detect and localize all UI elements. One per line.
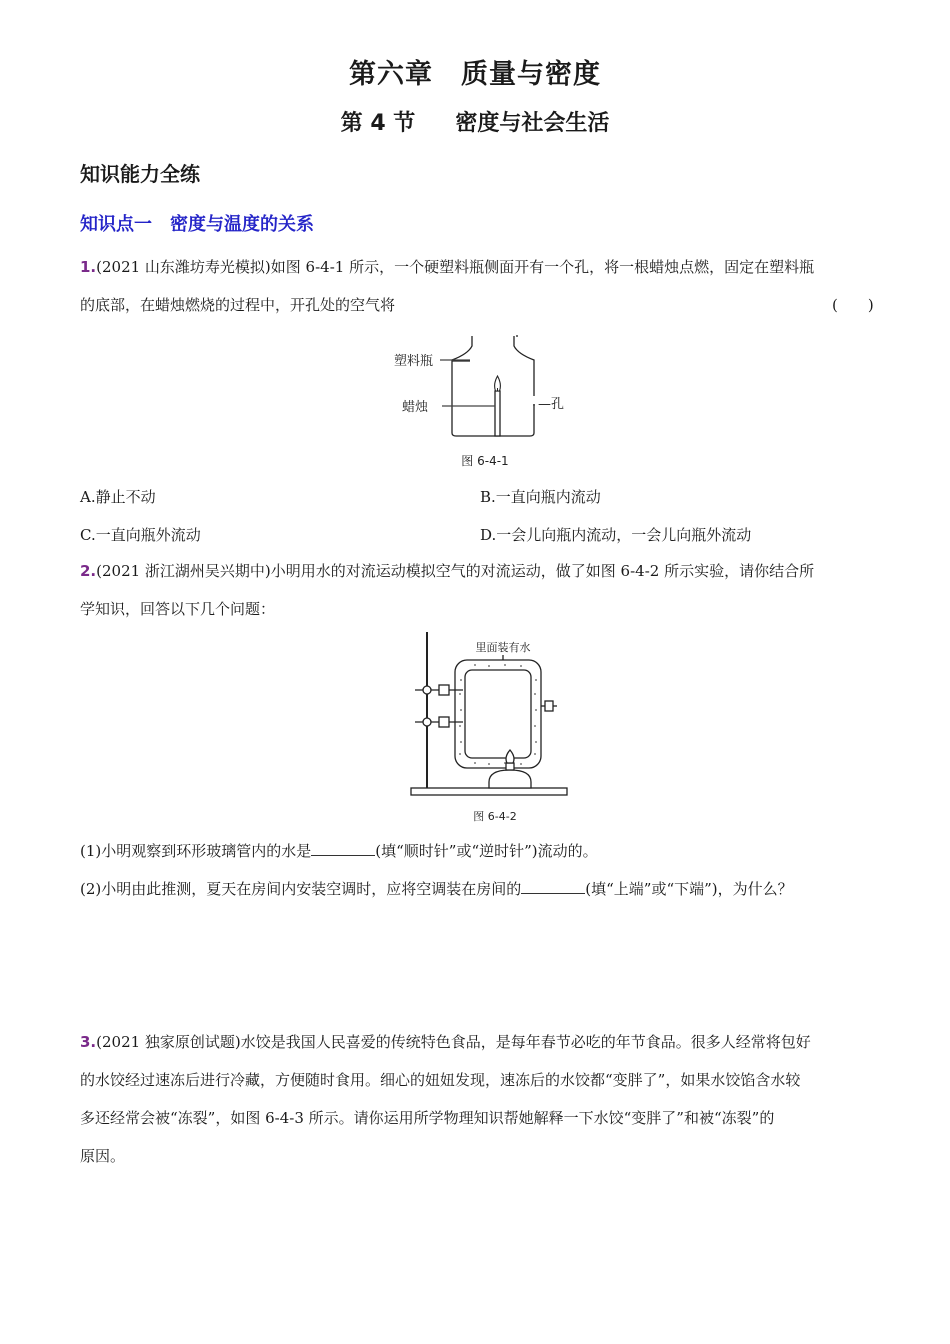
q1-option-d: D.一会儿向瓶内流动，一会儿向瓶外流动 <box>480 526 752 544</box>
figure-6-4-1 <box>380 328 590 473</box>
glass-tube-outer <box>455 660 541 768</box>
q3-line1: 3.(2021 独家原创试题)水饺是我国人民喜爱的传统特色食品，是每年春节必吃的年节食品。很多人经常将包好 <box>80 1033 811 1051</box>
q2-sub1: (1)小明观察到环形玻璃管内的水是 (填“顺时针”或“逆时针”)流动的。 <box>80 842 598 860</box>
q1-answer-bracket: ( ) <box>832 296 874 314</box>
knowledge-point-heading <box>80 210 314 236</box>
caption-6-4-2: 图 6-4-2 <box>473 810 517 823</box>
q1-number: 1. <box>80 258 97 276</box>
q2-number: 2. <box>80 562 97 580</box>
q1-line1: 1.(2021 山东潍坊寿光模拟)如图 6-4-1 所示，一个硬塑料瓶侧面开有一个孔，将一根蜡烛点燃，固定在塑料瓶 <box>80 258 815 276</box>
lamp-flame <box>506 750 514 763</box>
q3-line3: 多还经常会被“冻裂”，如图 6-4-3 所示。请你运用所学物理知识帮她解释一下水饺“变胖了”和被“冻裂”的 <box>80 1109 775 1127</box>
knowledge-point-title: 密度与温度的关系 <box>170 214 314 235</box>
water-dots <box>459 664 537 765</box>
q3-number: 3. <box>80 1033 97 1051</box>
label-bottle: 塑料瓶 <box>394 354 434 369</box>
bottle-outline <box>452 336 534 436</box>
section-number: 第 4 节 <box>340 111 416 136</box>
label-water: 里面装有水 <box>475 641 531 654</box>
q1-option-a: A.静止不动 <box>80 488 156 506</box>
section-heading: 知识能力全练 <box>80 162 200 186</box>
label-candle: 蜡烛 <box>402 400 429 415</box>
caption-6-4-1: 图 6-4-1 <box>461 454 509 468</box>
glass-tube-inner <box>465 670 531 758</box>
q2-line1: 2.(2021 浙江湖州吴兴期中)小明用水的对流运动模拟空气的对流运动，做了如图 6-4-2 所示实验，请你结合所 <box>80 562 815 580</box>
q2-sub2: (2)小明由此推测，夏天在房间内安装空调时，应将空调装在房间的 (填“上端”或“下端”)，为什么？ <box>80 880 793 898</box>
label-hole: —孔 <box>538 397 565 412</box>
knowledge-point-label: 知识点一 <box>80 214 152 235</box>
q1-line2: 的底部，在蜡烛燃烧的过程中，开孔处的空气将 <box>80 296 396 314</box>
section-name: 密度与社会生活 <box>455 111 610 136</box>
candle <box>495 391 500 436</box>
chapter-title: 第六章 质量与密度 <box>349 59 601 90</box>
stand-base <box>411 788 567 795</box>
section-title <box>0 106 950 137</box>
q2-sub2-blank[interactable] <box>521 879 585 894</box>
q3-line2: 的水饺经过速冻后进行冷藏，方便随时食用。细心的妞妞发现，速冻后的水饺都“变胖了”，如果水饺馅含水较 <box>80 1071 801 1089</box>
q2-line2: 学知识，回答以下几个问题： <box>80 600 276 618</box>
q2-sub1-blank[interactable] <box>311 841 375 856</box>
q3-line4: 原因。 <box>80 1147 126 1165</box>
figure-6-4-2 <box>405 630 575 830</box>
alcohol-lamp <box>489 770 531 788</box>
q1-option-b: B.一直向瓶内流动 <box>480 488 601 506</box>
q1-option-c: C.一直向瓶外流动 <box>80 526 201 544</box>
